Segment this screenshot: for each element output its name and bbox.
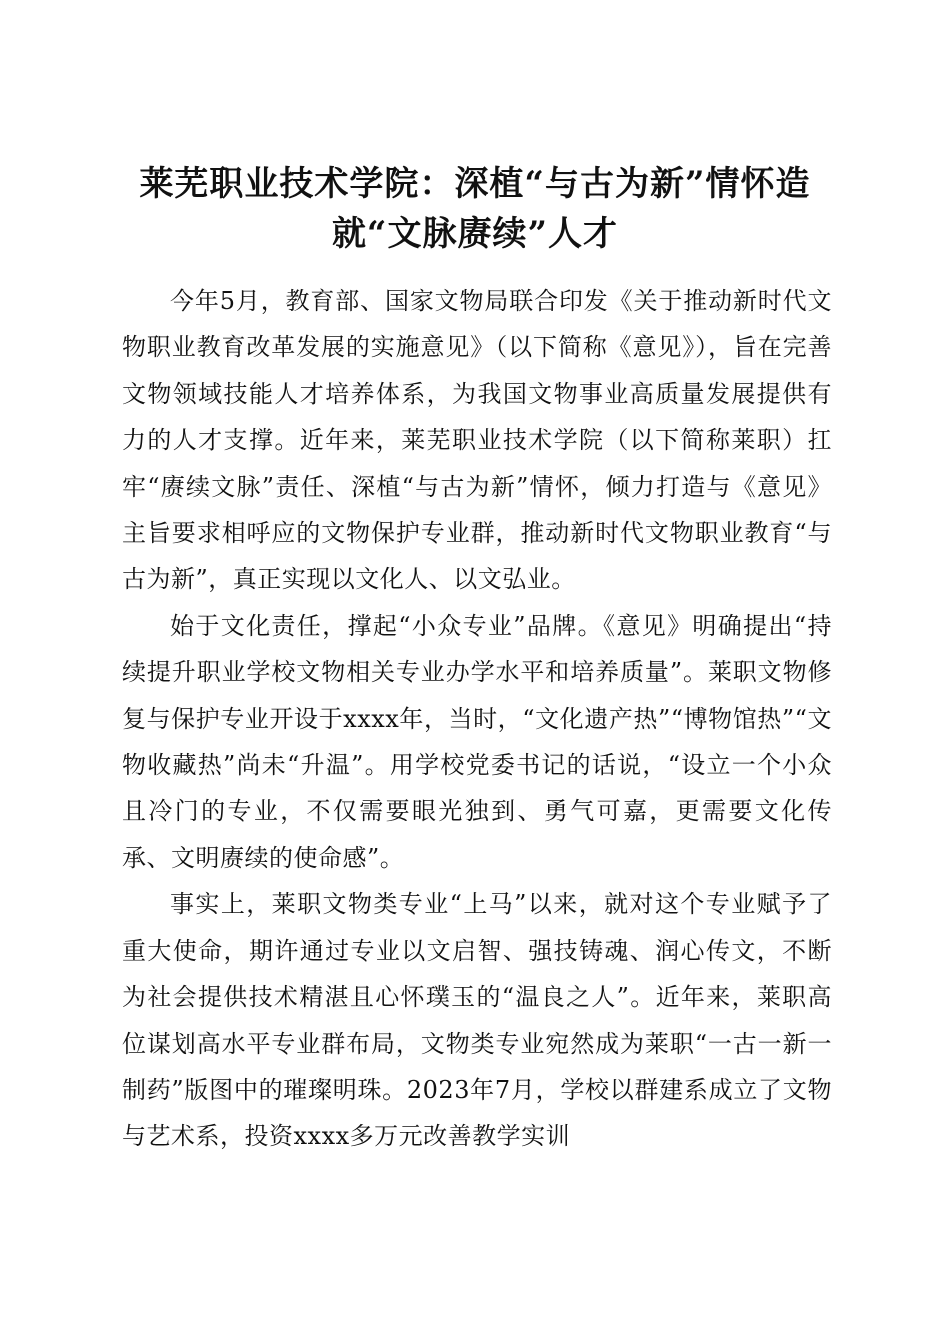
document-title [110,159,840,259]
title-line-2: 就“文脉赓续”人才 [331,213,619,254]
paragraph-2: 始于文化责任，撑起“小众专业”品牌。《意见》明确提出“持续提升职业学校文物相关专业办学水平和培养质量”。莱职文物修复与保护专业开设于xxxx年，当时，“文化遗产热”“博物馆热”“文物收藏热”尚未“升温”。用学校党委书记的话说，“设立一个小众且冷门的专业，不仅需要眼光独到、勇气可嘉，更需要文化传承、文明赓续的使命感”。 [122,611,832,872]
title-line-1: 莱芜职业技术学院：深植“与古为新”情怀造 [139,163,811,204]
document-body [122,278,832,1160]
paragraph-3: 事实上，莱职文物类专业“上马”以来，就对这个专业赋予了重大使命，期许通过专业以文启智、强技铸魂、润心传文，不断为社会提供技术精湛且心怀璞玉的“温良之人”。近年来，莱职高位谋划高水平专业群布局，文物类专业宛然成为莱职“一古一新一制药”版图中的璀璨明珠。2023年7月，学校以群建系成立了文物与艺术系，投资xxxx多万元改善教学实训 [122,890,832,1151]
paragraph-1: 今年5月，教育部、国家文物局联合印发《关于推动新时代文物职业教育改革发展的实施意见》（以下简称《意见》），旨在完善文物领域技能人才培养体系，为我国文物事业高质量发展提供有力的人才支撑。近年来，莱芜职业技术学院（以下简称莱职）扛牢“赓续文脉”责任、深植“与古为新”情怀，倾力打造与《意见》主旨要求相呼应的文物保护专业群，推动新时代文物职业教育“与古为新”，真正实现以文化人、以文弘业。 [122,287,832,594]
